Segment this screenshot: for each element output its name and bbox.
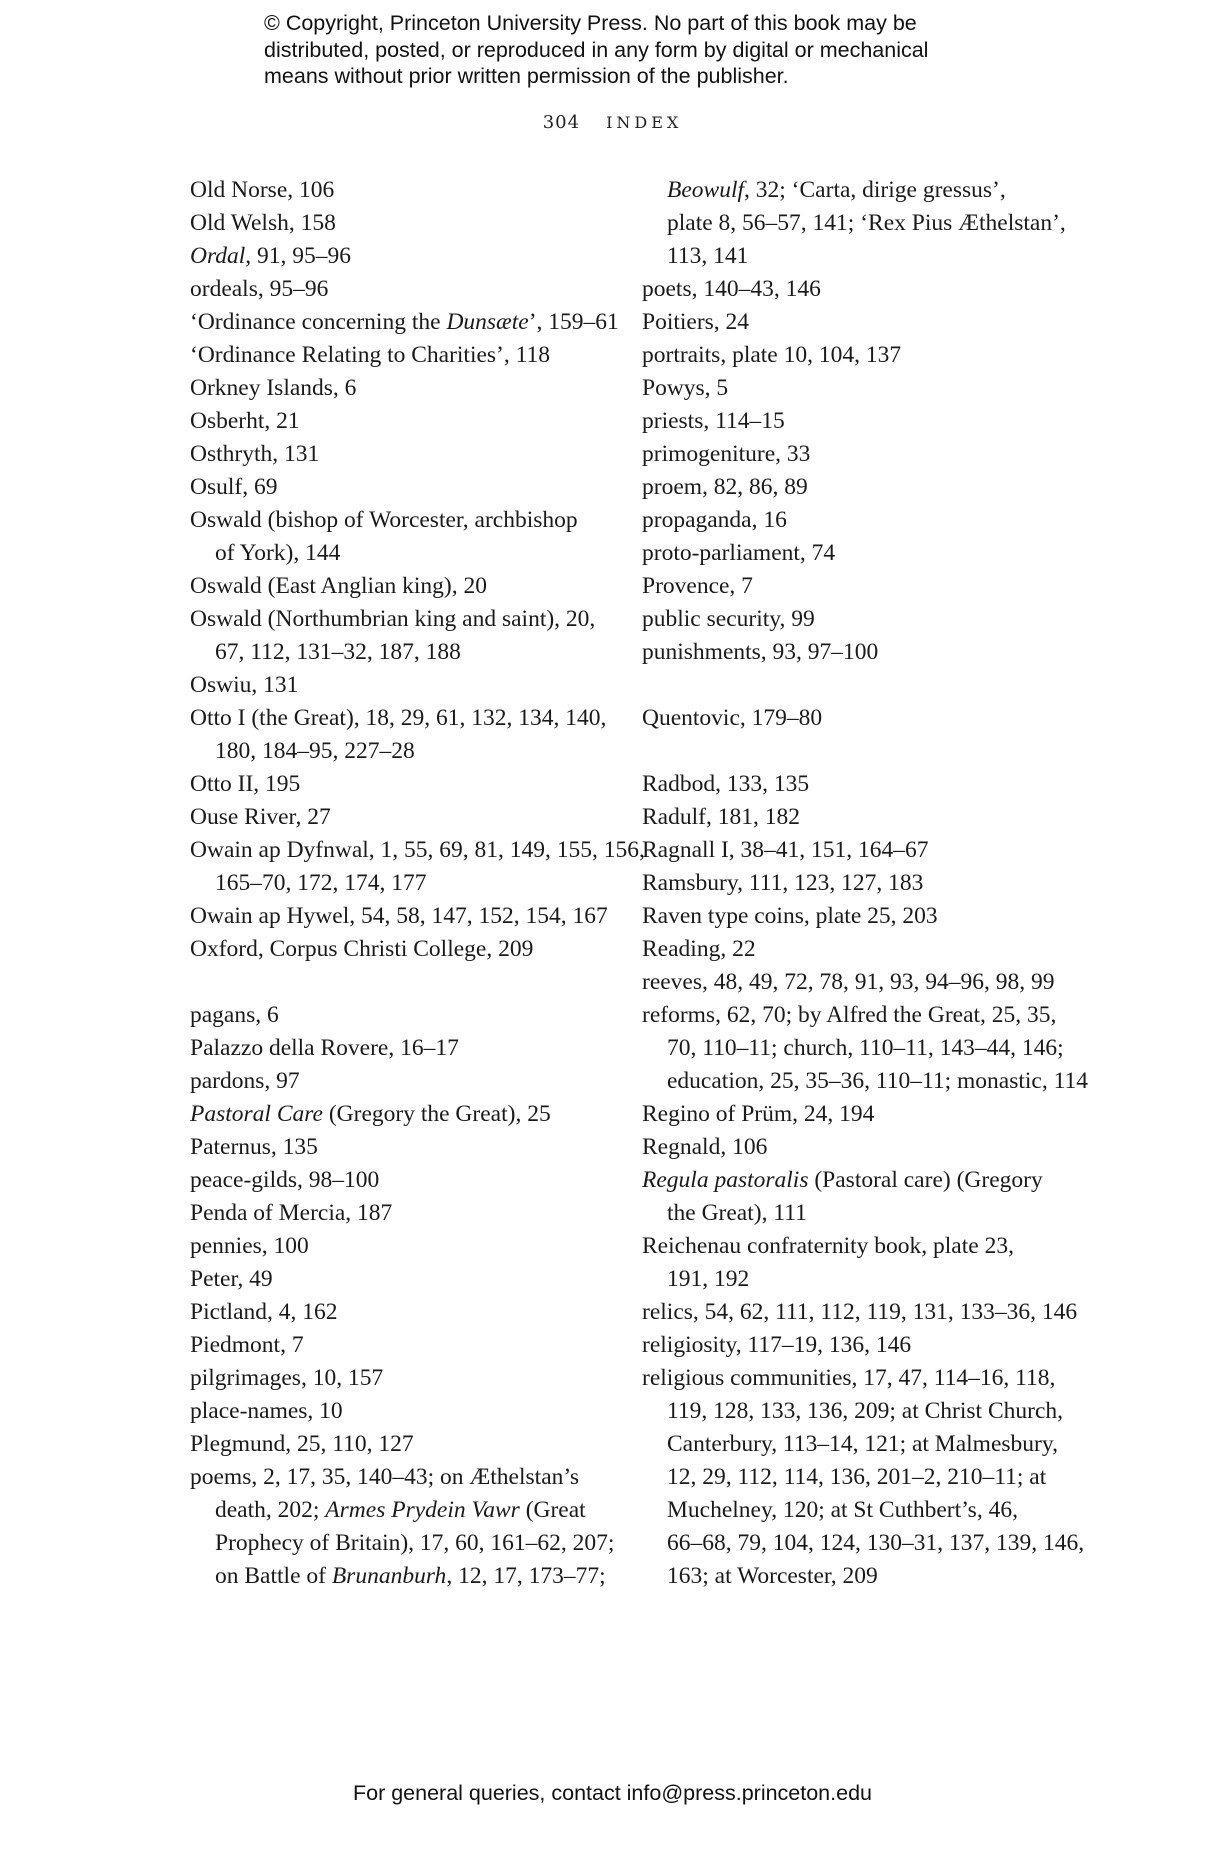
letter-group-gap bbox=[190, 966, 610, 999]
index-entry: Palazzo della Rovere, 16–17 bbox=[190, 1035, 459, 1061]
index-entry: Osulf, 69 bbox=[190, 474, 278, 500]
index-entry: ‘Ordinance Relating to Charities’, 118 bbox=[190, 342, 551, 368]
index-entry: Reading, 22 bbox=[642, 936, 756, 962]
index-entry: Owain ap Dyfnwal, 1, 55, 69, 81, 149, 155, 156, bbox=[190, 837, 645, 863]
index-entry-continuation: education, 25, 35–36, 110–11; monastic, 114 bbox=[667, 1068, 1088, 1094]
index-entry-continuation: 70, 110–11; church, 110–11, 143–44, 146; bbox=[667, 1035, 1064, 1061]
index-entry-continuation: 163; at Worcester, 209 bbox=[667, 1563, 878, 1589]
index-entry-continuation: 191, 192 bbox=[667, 1266, 750, 1292]
index-entry bbox=[190, 306, 619, 339]
entry-text: (Great bbox=[519, 1497, 586, 1523]
index-entry: Regino of Prüm, 24, 194 bbox=[642, 1101, 875, 1127]
index-entry: punishments, 93, 97–100 bbox=[642, 639, 879, 665]
entry-text: on Battle of bbox=[215, 1563, 332, 1589]
index-entry: pilgrimages, 10, 157 bbox=[190, 1365, 384, 1391]
index-entry: place-names, 10 bbox=[190, 1398, 343, 1424]
index-entry-continuation: 113, 141 bbox=[667, 243, 749, 269]
index-entry: Penda of Mercia, 187 bbox=[190, 1200, 393, 1226]
entry-locators: , 91, 95–96 bbox=[245, 243, 352, 269]
index-entry: pardons, 97 bbox=[190, 1068, 300, 1094]
footer-contact: For general queries, contact info@press.princeton.edu bbox=[352, 1781, 872, 1805]
index-column-right bbox=[642, 174, 1088, 1593]
index-entry: Oswald (East Anglian king), 20 bbox=[190, 573, 487, 599]
italic-term: Dunsæte bbox=[446, 309, 529, 335]
index-entry-continuation: Prophecy of Britain), 17, 60, 161–62, 207; bbox=[215, 1530, 615, 1556]
index-entry-continuation: Canterbury, 113–14, 121; at Malmesbury, bbox=[667, 1431, 1058, 1457]
index-entry: Quentovic, 179–80 bbox=[642, 705, 823, 731]
index-entry: propaganda, 16 bbox=[642, 507, 787, 533]
index-entry-continuation bbox=[190, 1494, 610, 1527]
italic-term: Pastoral Care bbox=[190, 1101, 323, 1127]
index-entry: priests, 114–15 bbox=[642, 408, 785, 434]
index-entry: Oxford, Corpus Christi College, 209 bbox=[190, 936, 534, 962]
index-entry: Old Welsh, 158 bbox=[190, 210, 336, 236]
index-entry: peace-gilds, 98–100 bbox=[190, 1167, 380, 1193]
index-entry-continuation: of York), 144 bbox=[215, 540, 341, 566]
index-entry-continuation: Muchelney, 120; at St Cuthbert’s, 46, bbox=[667, 1497, 1018, 1523]
entry-text: (Pastoral care) (Gregory bbox=[808, 1167, 1043, 1193]
index-entry: Poitiers, 24 bbox=[642, 309, 750, 335]
index-column-left bbox=[190, 174, 645, 1593]
entry-text: ‘Ordinance concerning the bbox=[190, 309, 447, 335]
italic-term: Beowulf bbox=[667, 177, 745, 203]
section-title: INDEX bbox=[606, 113, 683, 132]
index-entry: Osthryth, 131 bbox=[190, 441, 320, 467]
copyright-notice bbox=[264, 10, 984, 90]
index-entry: pennies, 100 bbox=[190, 1233, 309, 1259]
index-entry: Osberht, 21 bbox=[190, 408, 300, 434]
index-entry-continuation: plate 8, 56–57, 141; ‘Rex Pius Æthelstan’, bbox=[667, 210, 1066, 236]
index-entry: portraits, plate 10, 104, 137 bbox=[642, 342, 902, 368]
index-entry bbox=[190, 1098, 610, 1131]
index-entry: Owain ap Hywel, 54, 58, 147, 152, 154, 167 bbox=[190, 903, 608, 929]
entry-locators: ’, 159–61 bbox=[528, 309, 619, 335]
index-entry: proto-parliament, 74 bbox=[642, 540, 836, 566]
italic-term: Brunanburh bbox=[331, 1563, 447, 1589]
index-entry: Oswald (Northumbrian king and saint), 20, bbox=[190, 606, 596, 632]
index-entry-continuation: 12, 29, 112, 114, 136, 201–2, 210–11; at bbox=[667, 1464, 1047, 1490]
running-head bbox=[0, 112, 1225, 133]
index-entry: relics, 54, 62, 111, 112, 119, 131, 133–36, 146 bbox=[642, 1299, 1078, 1325]
italic-term: Ordal bbox=[190, 243, 246, 269]
index-entry: Otto I (the Great), 18, 29, 61, 132, 134, 140, bbox=[190, 705, 607, 731]
index-entry: Oswiu, 131 bbox=[190, 672, 299, 698]
entry-text: , 32; ‘Carta, dirige gressus’, bbox=[744, 177, 1006, 203]
index-entry: Plegmund, 25, 110, 127 bbox=[190, 1431, 414, 1457]
index-entry: Piedmont, 7 bbox=[190, 1332, 304, 1358]
index-entry-continuation bbox=[642, 174, 1074, 207]
index-entry: reforms, 62, 70; by Alfred the Great, 25, 35, bbox=[642, 1002, 1057, 1028]
index-entry bbox=[190, 240, 610, 273]
index-entry: Paternus, 135 bbox=[190, 1134, 318, 1160]
index-entry: Regnald, 106 bbox=[642, 1134, 768, 1160]
page-number: 304 bbox=[542, 112, 581, 133]
copyright-line-3: means without prior written permission of the publisher. bbox=[264, 64, 789, 88]
index-entry: Reichenau confraternity book, plate 23, bbox=[642, 1233, 1014, 1259]
index-entry: Ragnall I, 38–41, 151, 164–67 bbox=[642, 837, 929, 863]
entry-locators: , 12, 17, 173–77; bbox=[446, 1563, 606, 1589]
index-entry: public security, 99 bbox=[642, 606, 815, 632]
index-entry: Powys, 5 bbox=[642, 375, 729, 401]
letter-group-gap bbox=[642, 669, 1074, 702]
index-entry: Provence, 7 bbox=[642, 573, 753, 599]
index-entry: proem, 82, 86, 89 bbox=[642, 474, 808, 500]
index-entry-continuation bbox=[190, 1560, 610, 1593]
index-entry bbox=[642, 1164, 1074, 1197]
index-entry-continuation: 67, 112, 131–32, 187, 188 bbox=[215, 639, 461, 665]
index-entry-continuation: 180, 184–95, 227–28 bbox=[215, 738, 415, 764]
index-entry: religiosity, 117–19, 136, 146 bbox=[642, 1332, 912, 1358]
index-entry: Old Norse, 106 bbox=[190, 177, 335, 203]
index-entry: Pictland, 4, 162 bbox=[190, 1299, 338, 1325]
index-entry: Ramsbury, 111, 123, 127, 183 bbox=[642, 870, 924, 896]
italic-term: Regula pastoralis bbox=[642, 1167, 809, 1193]
index-entry: religious communities, 17, 47, 114–16, 118, bbox=[642, 1365, 1056, 1391]
index-entry: primogeniture, 33 bbox=[642, 441, 811, 467]
entry-locators: (Gregory the Great), 25 bbox=[322, 1101, 551, 1127]
entry-text: death, 202; bbox=[215, 1497, 326, 1523]
index-entry: poems, 2, 17, 35, 140–43; on Æthelstan’s bbox=[190, 1464, 580, 1490]
index-entry: ordeals, 95–96 bbox=[190, 276, 329, 302]
index-entry-continuation: 66–68, 79, 104, 124, 130–31, 137, 139, 146, bbox=[667, 1530, 1085, 1556]
copyright-line-2: distributed, posted, or reproduced in any form by digital or mechanical bbox=[264, 37, 929, 62]
index-entry: Oswald (bishop of Worcester, archbishop bbox=[190, 507, 578, 533]
index-entry: pagans, 6 bbox=[190, 1002, 279, 1028]
italic-term: Armes Prydein Vawr bbox=[325, 1497, 520, 1523]
index-entry: Radbod, 133, 135 bbox=[642, 771, 810, 797]
index-entry: Raven type coins, plate 25, 203 bbox=[642, 903, 938, 929]
index-entry: poets, 140–43, 146 bbox=[642, 276, 821, 302]
index-entry: Otto II, 195 bbox=[190, 771, 301, 797]
index-entry-continuation: the Great), 111 bbox=[667, 1200, 807, 1226]
index-entry: Peter, 49 bbox=[190, 1266, 273, 1292]
copyright-line-1: © Copyright, Princeton University Press. No part of this book may be bbox=[264, 11, 917, 35]
index-entry-continuation: 165–70, 172, 174, 177 bbox=[215, 870, 427, 896]
letter-group-gap bbox=[642, 735, 1074, 768]
index-entry-continuation: 119, 128, 133, 136, 209; at Christ Church, bbox=[667, 1398, 1064, 1424]
index-entry: Ouse River, 27 bbox=[190, 804, 331, 830]
index-entry: Radulf, 181, 182 bbox=[642, 804, 800, 830]
index-entry: Orkney Islands, 6 bbox=[190, 375, 357, 401]
index-entry: reeves, 48, 49, 72, 78, 91, 93, 94–96, 98, 99 bbox=[642, 969, 1055, 995]
